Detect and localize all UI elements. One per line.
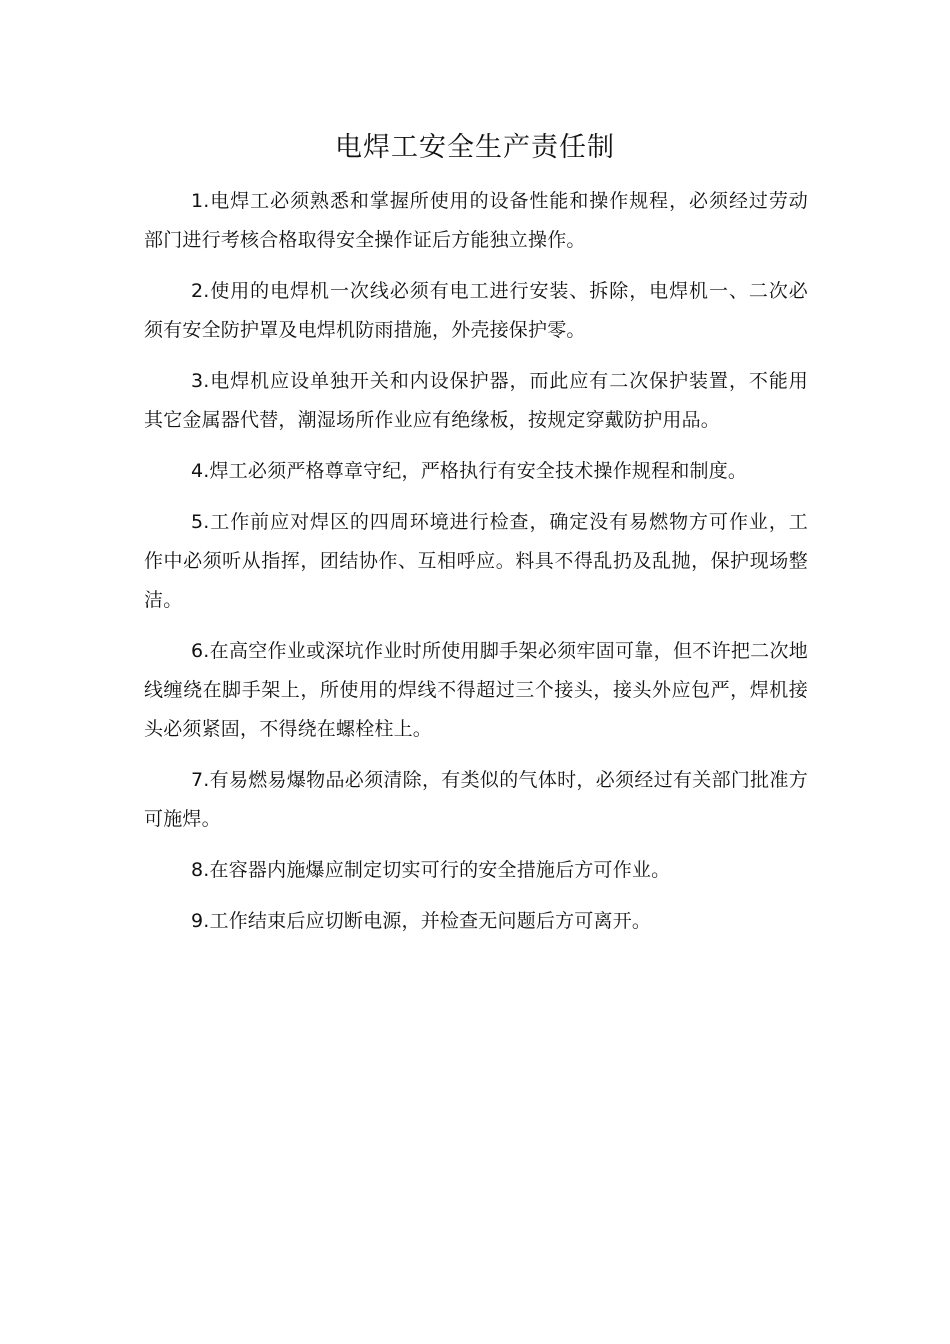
clause-9: 9.工作结束后应切断电源，并检查无问题后方可离开。 (191, 910, 652, 932)
clause-8: 8.在容器内施爆应制定切实可行的安全措施后方可作业。 (191, 859, 671, 881)
clause-2: 2.使用的电焊机一次线必须有电工进行安装、拆除，电焊机一、二次必 须有安全防护罩及电焊机防雨措施，外壳接保护零。 (144, 280, 808, 341)
clause-1: 1.电焊工必须熟悉和掌握所使用的设备性能和操作规程，必须经过劳动 部门进行考核合格取得安全操作证后方能独立操作。 (144, 190, 808, 251)
clause-3: 3.电焊机应设单独开关和内设保护器，而此应有二次保护装置，不能用 其它金属器代替，潮湿场所作业应有绝缘板，按规定穿戴防护用品。 (144, 370, 808, 431)
clause-4: 4.焊工必须严格尊章守纪，严格执行有安全技术操作规程和制度。 (191, 460, 748, 482)
clause-6: 6.在高空作业或深坑作业时所使用脚手架必须牢固可靠，但不许把二次地线缠绕在脚手架上，所使用的焊线不得超过三个接头，接头外应包严，焊机接 头必须紧固，不得绕在螺栓柱上。 (144, 640, 808, 740)
document-body (144, 182, 808, 953)
document-title: 电焊工安全生产责任制 (335, 132, 615, 163)
clause-7: 7.有易燃易爆物品必须清除，有类似的气体时，必须经过有关部门批准方可施焊。 (144, 769, 808, 830)
clause-5: 5.工作前应对焊区的四周环境进行检查，确定没有易燃物方可作业，工 作中必须听从指挥，团结协作、互相呼应。料具不得乱扔及乱抛，保护现场整洁。 (144, 511, 808, 611)
